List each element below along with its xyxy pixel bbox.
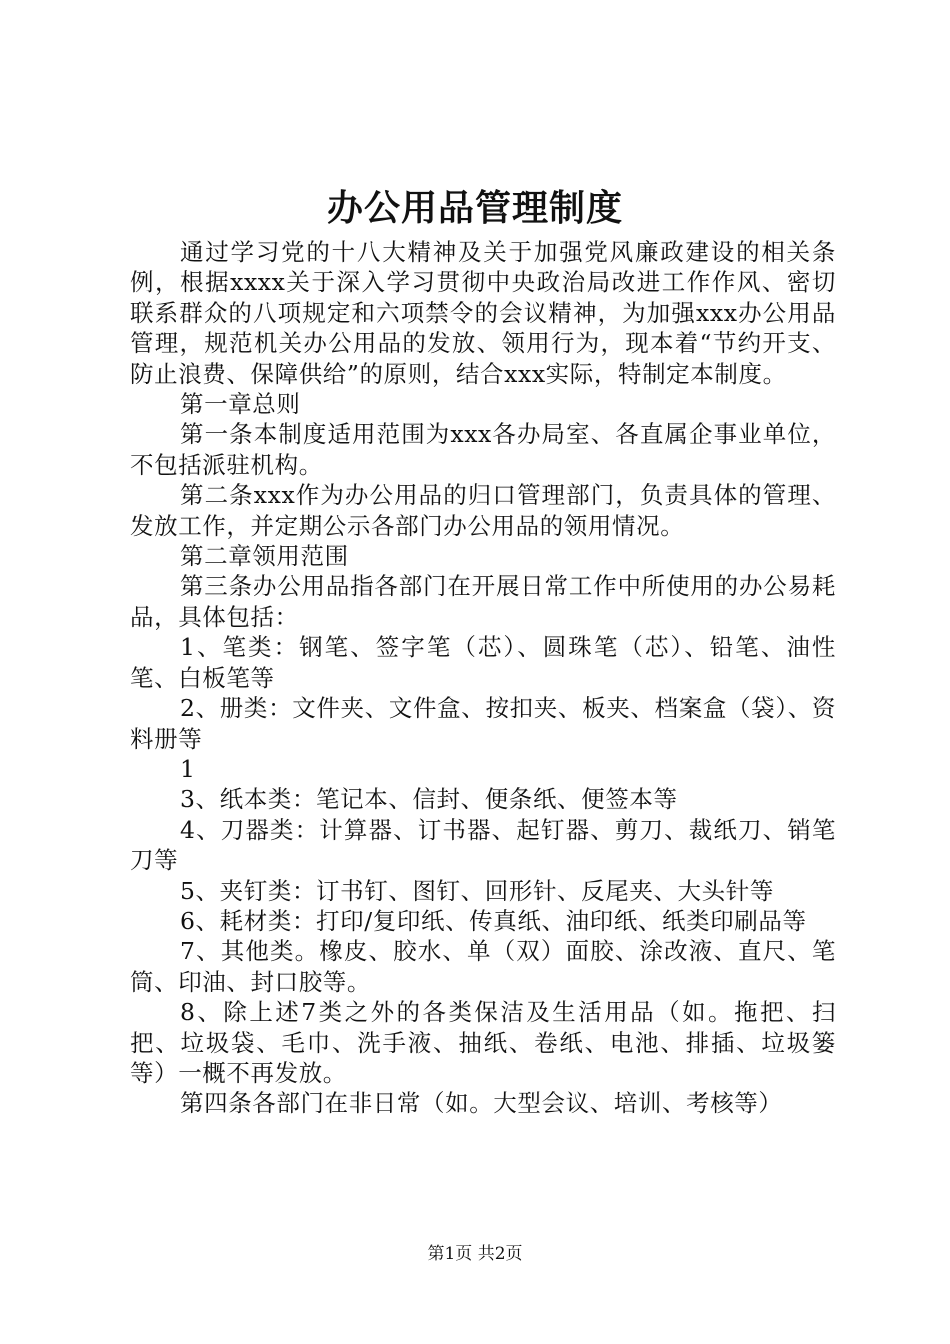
list-item: 1、笔类：钢笔、签字笔（芯）、圆珠笔（芯）、铅笔、油性笔、白板笔等 [130, 633, 836, 692]
article-paragraph: 第二条xxx作为办公用品的归口管理部门，负责具体的管理、发放工作，并定期公示各部门办公用品的领用情况。 [130, 481, 836, 540]
list-item: 8、除上述7类之外的各类保洁及生活用品（如。拖把、扫把、垃圾袋、毛巾、洗手液、抽纸、卷纸、电池、排插、垃圾篓等）一概不再发放。 [130, 998, 836, 1087]
list-item: 6、耗材类：打印/复印纸、传真纸、油印纸、纸类印刷品等 [180, 906, 807, 935]
article-paragraph: 第三条办公用品指各部门在开展日常工作中所使用的办公易耗品，具体包括： [130, 572, 836, 631]
chapter-heading: 第二章领用范围 [180, 542, 349, 571]
list-item: 7、其他类。橡皮、胶水、单（双）面胶、涂改液、直尺、笔筒、印油、封口胶等。 [130, 937, 836, 996]
article-paragraph: 第一条本制度适用范围为xxx各办局室、各直属企事业单位，不包括派驻机构。 [130, 420, 836, 479]
list-item: 2、册类：文件夹、文件盒、按扣夹、板夹、档案盒（袋）、资料册等 [130, 694, 836, 753]
document-body [130, 237, 836, 1119]
list-item: 5、夹钉类：订书钉、图钉、回形针、反尾夹、大头针等 [180, 876, 774, 905]
intro-paragraph: 通过学习党的十八大精神及关于加强党风廉政建设的相关条例，根据xxxx关于深入学习贯彻中央政治局改进工作作风、密切联系群众的八项规定和六项禁令的会议精神，为加强xxx办公用品管理，规范机关办公用品的发放、领用行为，现本着“节约开支、防止浪费、保障供给”的原则，结合xxx实际，特制定本制度。 [130, 238, 836, 388]
list-item: 3、纸本类：笔记本、信封、便条纸、便签本等 [180, 785, 678, 814]
page-footer: 第1页 共2页 [427, 1244, 523, 1264]
article-paragraph: 第四条各部门在非日常（如。大型会议、培训、考核等） [180, 1089, 783, 1118]
chapter-heading: 第一章总则 [180, 390, 301, 419]
document-title: 办公用品管理制度 [326, 187, 623, 229]
stray-line: 1 [180, 754, 196, 783]
list-item: 4、刀器类：计算器、订书器、起钉器、剪刀、裁纸刀、销笔刀等 [130, 815, 836, 875]
